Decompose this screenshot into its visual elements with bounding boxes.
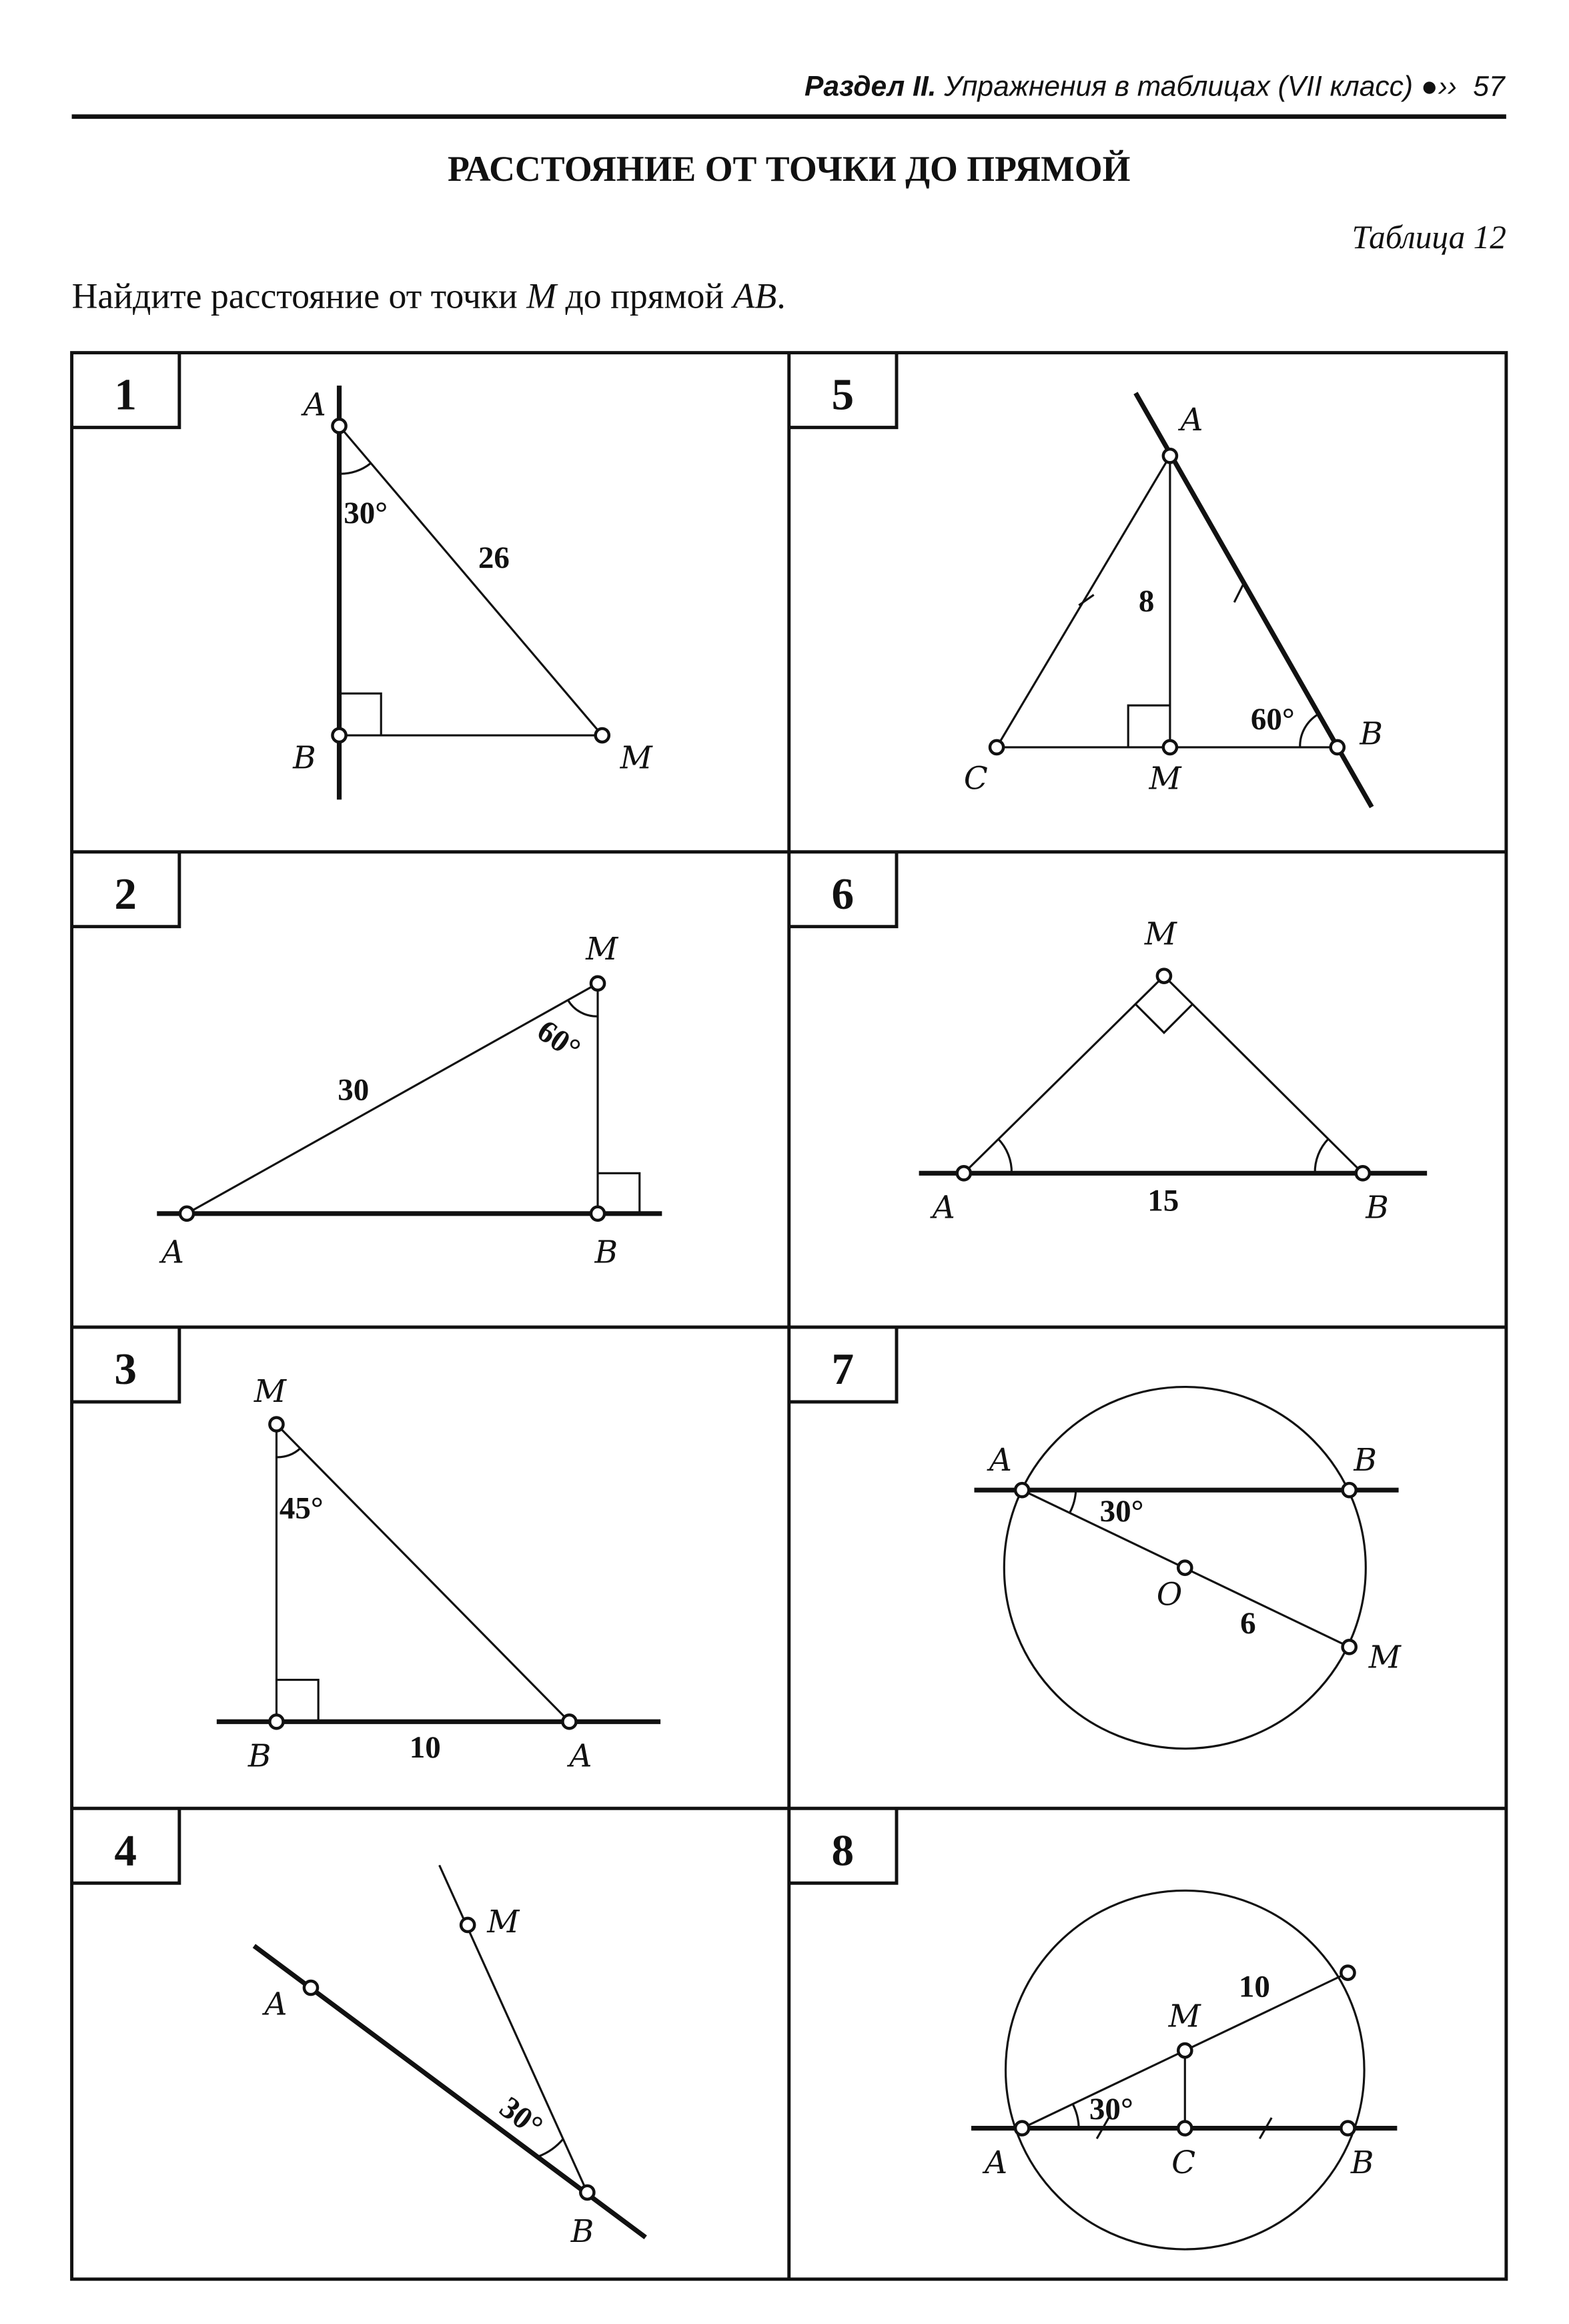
instruction-middle-label: до прямой bbox=[556, 276, 733, 316]
figure-8 bbox=[971, 1890, 1397, 2249]
cells-c2-length-label: 30 bbox=[338, 1072, 370, 1108]
cells-c2-B-label: B bbox=[594, 1234, 618, 1271]
cells-c6-B-label: B bbox=[1366, 1189, 1389, 1226]
instruction-text-label: Найдите расстояние от точки bbox=[71, 276, 527, 316]
figure-4 bbox=[254, 1865, 646, 2249]
section-label: Раздел II. bbox=[805, 70, 937, 103]
cells-c7-angle-label: 30° bbox=[1099, 1494, 1144, 1529]
cell-number-3: 3 bbox=[114, 1344, 137, 1395]
cell-number-5: 5 bbox=[831, 369, 855, 420]
cells-c4-A-label: A bbox=[264, 1986, 288, 2023]
cells-c6-M-label: M bbox=[1144, 915, 1177, 953]
cells-c5-A-label: A bbox=[1180, 402, 1203, 439]
cell-number-4: 4 bbox=[114, 1825, 137, 1876]
cells-c7-A-label: A bbox=[989, 1442, 1012, 1479]
cells-c3-M-label: M bbox=[253, 1373, 286, 1410]
page-title: РАССТОЯНИЕ ОТ ТОЧКИ ДО ПРЯМОЙ bbox=[447, 149, 1131, 189]
cell-number-6: 6 bbox=[831, 868, 855, 919]
cell-number-2: 2 bbox=[114, 868, 137, 919]
cells-c3-B-label: B bbox=[247, 1737, 272, 1775]
cells-c4-B-label: B bbox=[570, 2213, 594, 2250]
cells-c8-B-label: B bbox=[1350, 2144, 1374, 2181]
figure-3 bbox=[217, 1373, 660, 1775]
cells-c8-M-label: M bbox=[1168, 1998, 1201, 2035]
page-number: 57 bbox=[1473, 70, 1505, 103]
cells-c3-angle-label: 45° bbox=[279, 1491, 324, 1526]
figure-7 bbox=[974, 1387, 1402, 1749]
cells-c5-angle-label: 60° bbox=[1250, 702, 1295, 737]
cells-c5-C-label: C bbox=[963, 760, 988, 797]
instruction-point-label: M bbox=[526, 276, 557, 316]
cells-c2-A-label: A bbox=[161, 1234, 184, 1271]
cells-c4-M-label: M bbox=[487, 1904, 520, 1941]
cells-c5-B-label: B bbox=[1360, 715, 1383, 753]
cells-c7-O-label: O bbox=[1156, 1576, 1183, 1613]
cells-c8-A-label: A bbox=[985, 2144, 1008, 2181]
cells-c5-M-label: M bbox=[1149, 760, 1181, 797]
cells-c3-length-label: 10 bbox=[409, 1730, 441, 1766]
figure-1 bbox=[292, 386, 654, 799]
section-title: Упражнения в таблицах (VII класс) ●›› bbox=[936, 70, 1457, 103]
cells-c7-B-label: B bbox=[1354, 1442, 1377, 1479]
cell-number-boxes bbox=[72, 353, 897, 1884]
instruction bbox=[72, 276, 786, 316]
cells-c2-M-label: M bbox=[586, 930, 618, 967]
figure-5 bbox=[964, 393, 1383, 807]
cells-c6-A-label: A bbox=[932, 1189, 955, 1226]
cells-c6-length-label: 15 bbox=[1147, 1183, 1179, 1218]
table-label: Таблица 12 bbox=[1352, 218, 1506, 256]
cells-c1-angle-label: 30° bbox=[344, 495, 388, 530]
cells-c3-A-label: A bbox=[569, 1737, 592, 1775]
cells-c8-angle-label: 30° bbox=[1089, 2092, 1133, 2127]
figure-2 bbox=[157, 931, 662, 1271]
instruction-line-label: AB bbox=[732, 276, 777, 316]
cells-c4-angle-label: 30° bbox=[493, 2090, 550, 2145]
cells-c7-M-label: M bbox=[1368, 1639, 1401, 1676]
cell-number-8: 8 bbox=[831, 1825, 855, 1876]
cells-c1-B-label: B bbox=[293, 739, 316, 777]
running-header bbox=[805, 70, 1457, 102]
cells-c7-length-label: 6 bbox=[1240, 1606, 1256, 1641]
cells-c1-A-label: A bbox=[303, 386, 326, 424]
cells-c5-length-label: 8 bbox=[1138, 584, 1155, 619]
figure-6 bbox=[919, 916, 1428, 1226]
cells-c2-angle-label: 60° bbox=[530, 1013, 587, 1067]
cells-c1-length-label: 26 bbox=[478, 540, 510, 576]
cells-c1-M-label: M bbox=[620, 739, 652, 777]
instruction-end-label: . bbox=[776, 276, 786, 316]
cell-number-1: 1 bbox=[114, 369, 137, 420]
cells-c8-length-label: 10 bbox=[1238, 1969, 1270, 2004]
cells-c8-C-label: C bbox=[1171, 2144, 1196, 2181]
cell-number-7: 7 bbox=[831, 1344, 855, 1395]
